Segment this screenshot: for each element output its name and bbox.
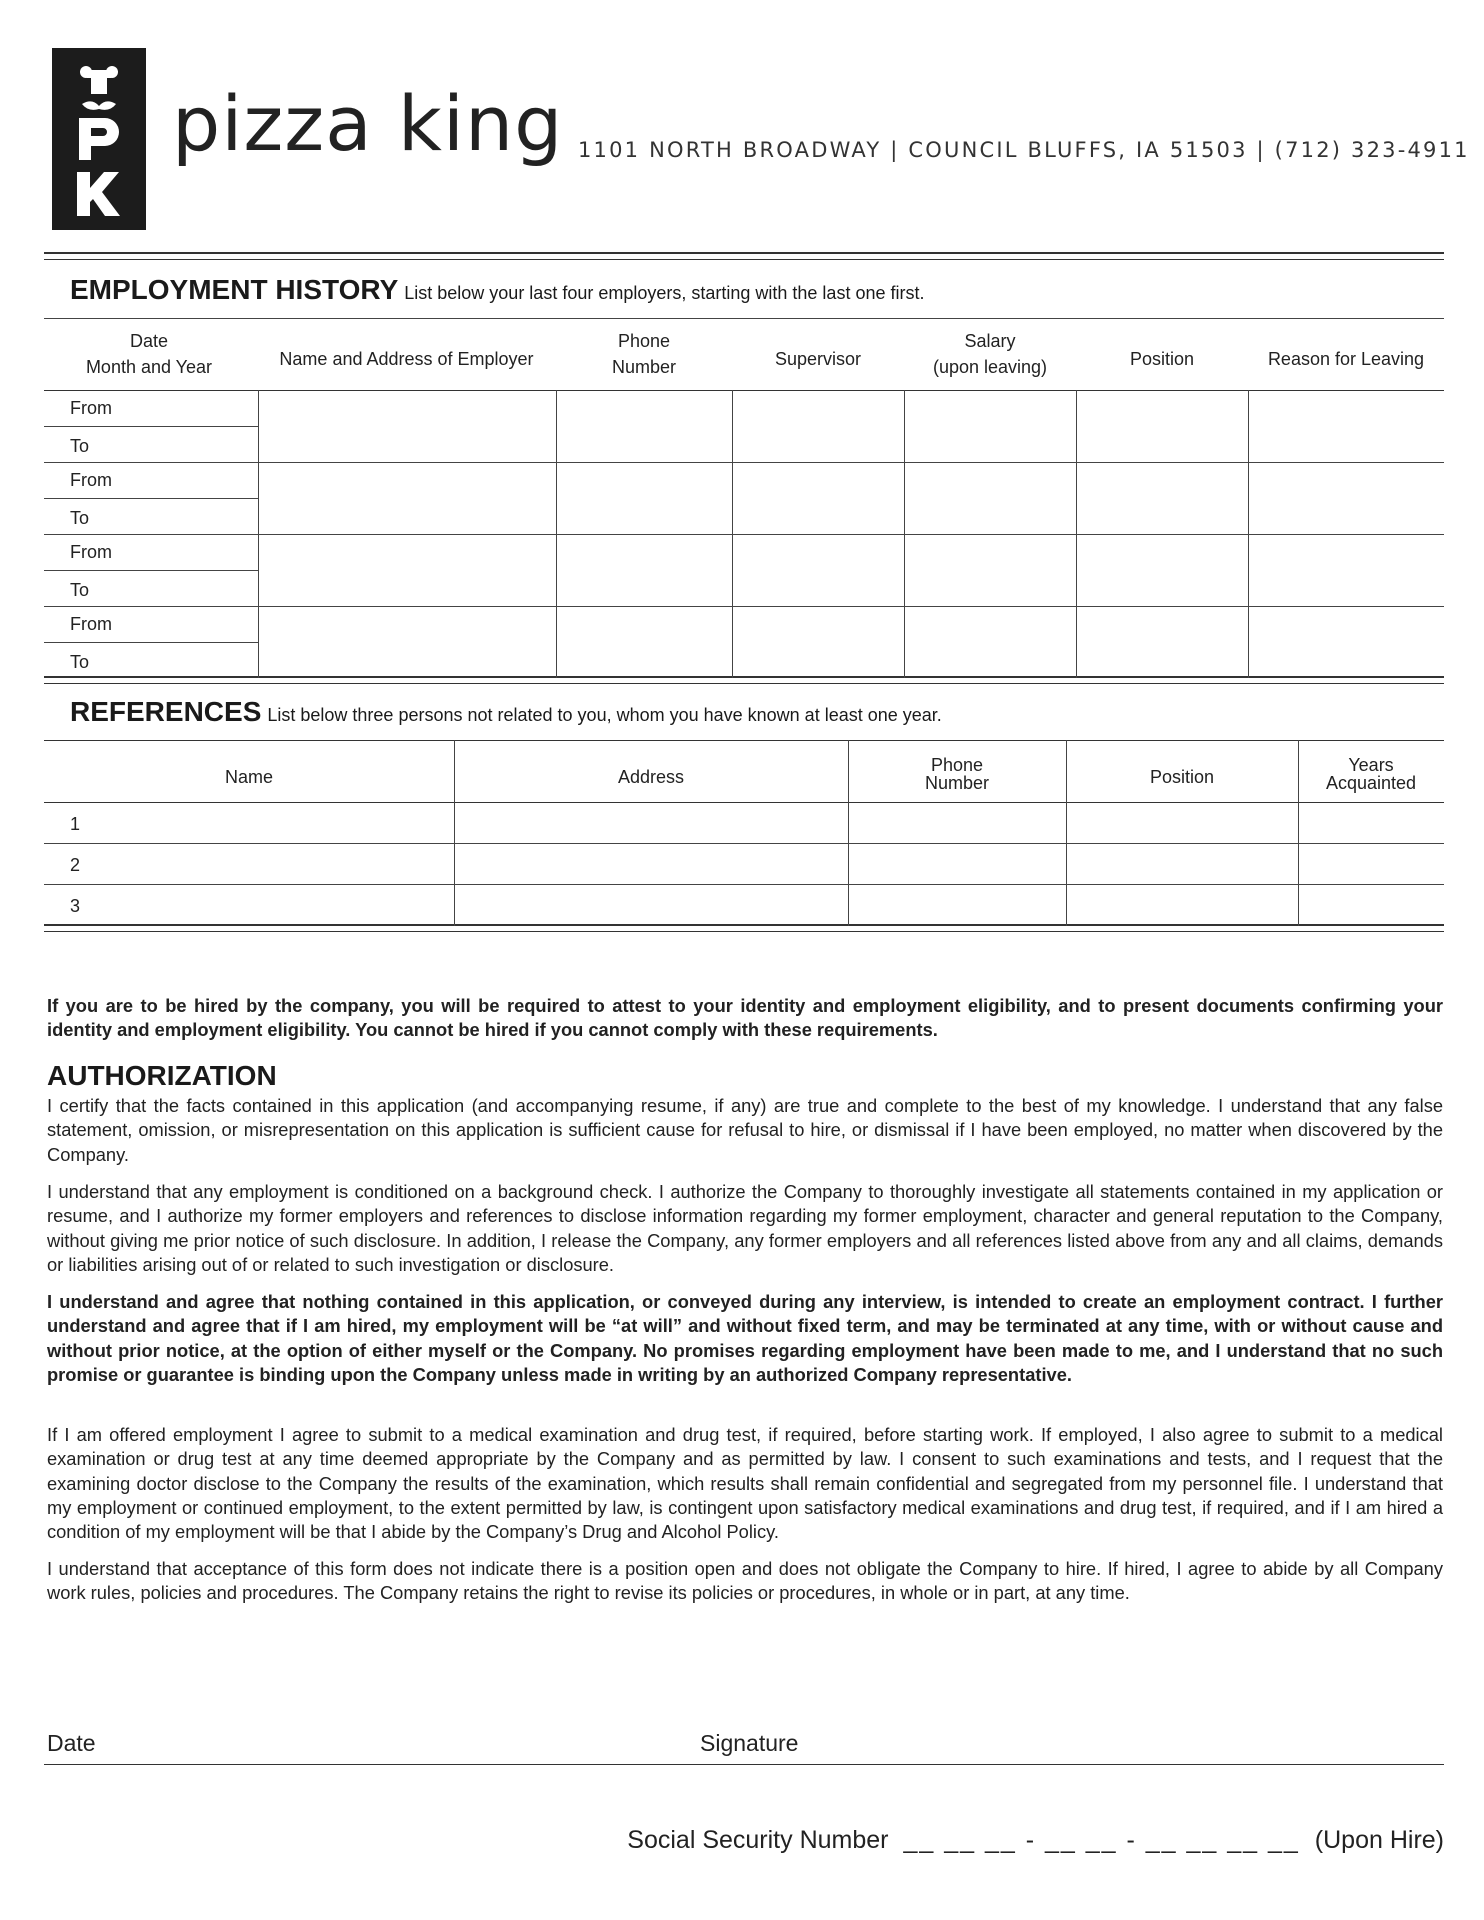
col-header-date-line1: Date — [129, 331, 169, 351]
employment-subtitle: List below your last four employers, starting with the last one first. — [404, 283, 925, 303]
date-split-line — [44, 570, 259, 571]
authorization-paragraph-2: I understand that any employment is conditioned on a background check. I authorize the Company to thoroughly investigate all statements contained in my application or resume, and I authorize my former employers and references to disclose information regarding my former employment, character and general reputation to the Company, without giving me prior notice of such disclosure. In addition, I release the Company, any former employers and all references listed above from any and all claims, demands or liabilities arising out of or related to such investigation or disclosure. — [47, 1181, 1443, 1275]
ssn-blanks: __ __ __ - __ __ - __ __ __ __ — [903, 1826, 1300, 1854]
col-divider — [258, 390, 259, 678]
col-divider — [848, 740, 849, 926]
chef-logo-icon — [52, 48, 146, 230]
col-header-ref-phone-line2: Number — [924, 773, 990, 793]
row-border — [44, 534, 1444, 535]
table-header-border — [44, 390, 1444, 391]
date-label: Date — [47, 1730, 96, 1756]
col-divider — [556, 390, 557, 678]
table-top-border — [44, 318, 1444, 319]
col-header-employer: Name and Address of Employer — [279, 349, 534, 369]
section-divider — [44, 252, 1444, 260]
to-label: To — [70, 580, 90, 600]
references-title — [70, 696, 942, 728]
row-border — [44, 843, 1444, 844]
references-subtitle: List below three persons not related to you, whom you have known at least one year. — [267, 705, 942, 725]
from-label: From — [70, 470, 112, 490]
col-header-years-line2: Acquainted — [1325, 773, 1417, 793]
company-address: 1101 NORTH BROADWAY | COUNCIL BLUFFS, IA 51503 | (712) 323-4911 — [578, 138, 1470, 162]
date-split-line — [44, 642, 259, 643]
from-label: From — [70, 398, 112, 418]
col-header-date-line2: Month and Year — [85, 357, 213, 377]
col-header-ref-phone — [848, 756, 1066, 792]
row-border — [44, 606, 1444, 607]
employment-title-text: EMPLOYMENT HISTORY — [70, 274, 399, 305]
ssn-label: Social Security Number — [627, 1826, 889, 1854]
reference-row-number: 1 — [70, 814, 81, 834]
col-header-address: Address — [617, 767, 685, 787]
col-header-ref-phone-line1: Phone — [930, 755, 984, 775]
col-header-salary-line1: Salary — [964, 331, 1016, 351]
col-header-years — [1298, 756, 1444, 792]
col-header-ref-position: Position — [1149, 767, 1215, 787]
row-border — [44, 884, 1444, 885]
reference-row-number: 3 — [70, 896, 81, 916]
ssn-field — [627, 1826, 1444, 1855]
col-header-salary-line2: (upon leaving) — [932, 357, 1048, 377]
col-divider — [732, 390, 733, 678]
from-label: From — [70, 542, 112, 562]
col-divider — [1248, 390, 1249, 678]
at-will-paragraph: I understand and agree that nothing contained in this application, or conveyed during any interview, is intended to create an employment contract. I further understand and agree that if I am hired, my employment will be “at will” and without fixed term, and may be terminated at any time, with or without cause and without prior notice, at the option of either myself or the Company. No promises regarding employment have been made to me, and I understand that no such promise or guarantee is binding upon the Company unless made in writing by an authorized Company representative. — [47, 1291, 1443, 1385]
to-label: To — [70, 508, 90, 528]
authorization-title: AUTHORIZATION — [47, 1060, 277, 1091]
col-header-years-line1: Years — [1348, 755, 1394, 775]
date-split-line — [44, 426, 259, 427]
signature-label: Signature — [700, 1730, 799, 1756]
col-divider — [1066, 740, 1067, 926]
col-divider — [1076, 390, 1077, 678]
ssn-upon-hire: (Upon Hire) — [1314, 1826, 1444, 1854]
col-header-reason: Reason for Leaving — [1267, 349, 1425, 369]
row-border — [44, 462, 1444, 463]
col-header-salary — [904, 328, 1076, 380]
date-split-line — [44, 498, 259, 499]
authorization-paragraph-4: If I am offered employment I agree to submit to a medical examination and drug test, if required, before starting work. If employed, I also agree to submit to a medical examination or drug test at any time deemed appropriate by the Company and as permitted by law. I consent to such examinations and tests, and I request that the examining doctor disclose to the Company the results of the examination, which results shall remain confidential and segregated from my personnel file. I understand that my employment or continued employment, to the extent permitted by law, is contingent upon satisfactory medical examinations and drug test, if required, and if I am hired a condition of my employment will be that I abide by the Company’s Drug and Alcohol Policy. — [47, 1424, 1443, 1543]
col-divider — [454, 740, 455, 926]
col-header-name: Name — [224, 767, 273, 787]
authorization-paragraph-1: I certify that the facts contained in this application (and accompanying resume, if any) are true and complete to the best of my knowledge. I understand that any false statement, omission, or misrepresentation on this application is sufficient cause for refusal to hire, or dismissal if I have been employed, no matter when discovered by the Company. — [47, 1095, 1443, 1165]
col-header-phone-line2: Number — [611, 357, 677, 377]
col-header-supervisor: Supervisor — [774, 349, 862, 369]
col-header-phone-line1: Phone — [617, 331, 671, 351]
brand-name: pizza king — [172, 79, 564, 168]
authorization-paragraph-5: I understand that acceptance of this form does not indicate there is a position open and does not obligate the Company to hire. If hired, I agree to abide by all Company work rules, policies and procedures. The Company retains the right to revise its policies or procedures, in whole or in part, at any time. — [47, 1558, 1443, 1604]
to-label: To — [70, 652, 90, 672]
from-label: From — [70, 614, 112, 634]
table-bottom-border — [44, 924, 1444, 932]
col-header-phone — [556, 328, 732, 380]
company-logo — [52, 48, 146, 230]
references-title-text: REFERENCES — [70, 696, 262, 727]
eligibility-notice: If you are to be hired by the company, you will be required to attest to your identity and employment eligibility, and to present documents confirming your identity and employment eligibility. You cannot be hired if you cannot comply with these requirements. — [47, 995, 1443, 1041]
signature-line — [44, 1764, 1444, 1765]
col-divider — [1298, 740, 1299, 926]
employment-history-title — [70, 274, 924, 306]
reference-row-number: 2 — [70, 855, 81, 875]
table-header-border — [44, 802, 1444, 803]
table-top-border — [44, 740, 1444, 741]
col-header-date — [44, 328, 254, 380]
to-label: To — [70, 436, 90, 456]
col-header-position: Position — [1129, 349, 1195, 369]
table-bottom-border — [44, 676, 1444, 684]
col-divider — [904, 390, 905, 678]
